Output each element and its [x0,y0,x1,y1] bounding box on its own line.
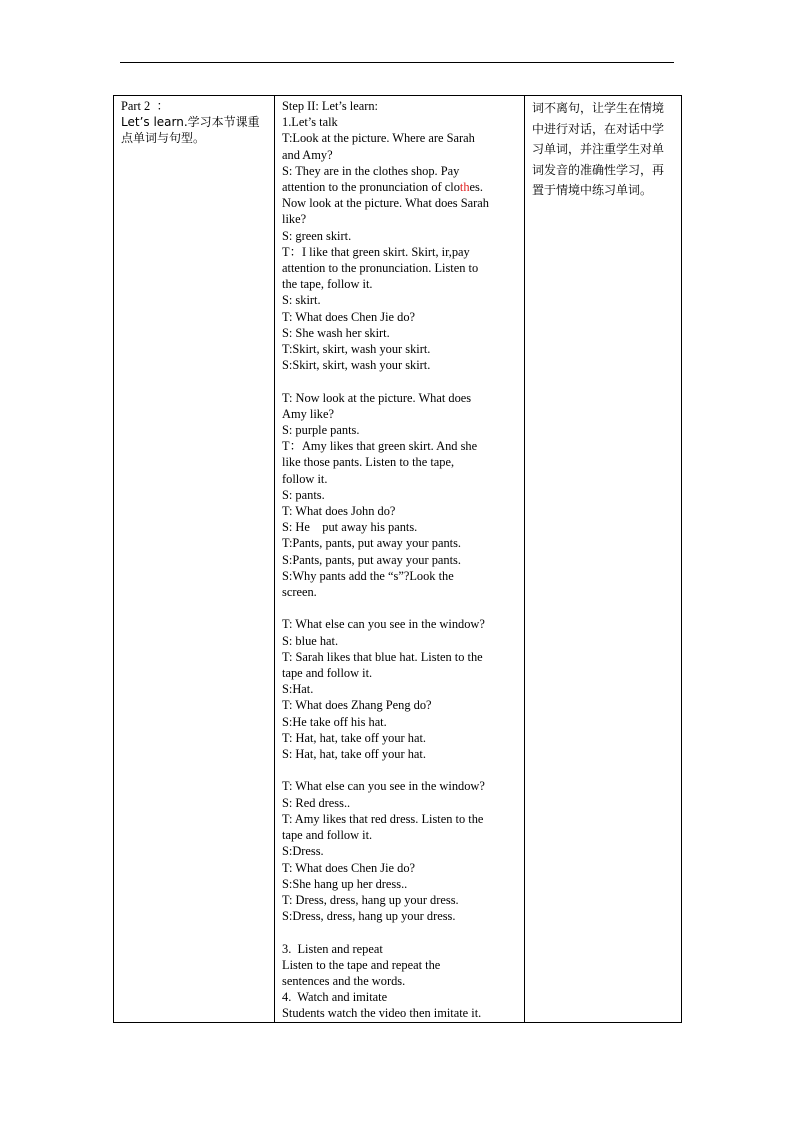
procedure-line: screen. [282,585,317,600]
procedure-line: Step II: Let’s learn: [282,99,378,113]
procedure-line: S: She wash her skirt. [282,325,390,340]
procedure-line: T:Pants, pants, put away your pants. [282,536,462,551]
procedure-line: S:Dress, dress, hang up your dress. [282,909,456,924]
procedure-line: S:Dress. [282,844,324,859]
procedure-line: 1.Let’s talk [282,115,338,130]
procedure-line [282,924,518,940]
procedure-line: Now look at the picture. What does Sarah [282,196,489,211]
procedure-line: like? [282,212,307,227]
procedure-line: T: Sarah likes that blue hat. Listen to the [282,649,483,664]
procedure-line: T:Look at the picture. Where are Sarah [282,131,475,146]
procedure-line: T: Now look at the picture. What does [282,390,472,405]
table-row [114,96,682,1023]
procedure-line: Amy like? [282,406,334,421]
line-segment: es. [469,180,483,195]
procedure-line: like those pants. Listen to the tape, [282,455,455,470]
procedure-line: S:She hang up her dress.. [282,876,408,891]
procedure-line [282,179,518,195]
procedure-line: T: What does Chen Jie do? [282,309,416,324]
procedure-line: S:Skirt, skirt, wash your skirt. [282,358,431,373]
procedure-line: sentences and the words. [282,973,406,988]
procedure-line: T: What does John do? [282,504,396,519]
highlighted-letters: th [459,180,470,195]
procedure-line: Listen to the tape and repeat the [282,957,441,972]
procedure-line: S: purple pants. [282,423,360,438]
procedure-line: S: Hat, hat, take off your hat. [282,747,426,762]
procedure-line: tape and follow it. [282,666,373,681]
procedure-line: T：I like that green skirt. Skirt, ir,pay [282,244,470,259]
procedure-line [282,762,518,778]
line-segment: attention to the pronunciation of clo [282,180,460,195]
procedure-line: T: Amy likes that red dress. Listen to the [282,811,484,826]
procedure-line: S: Red dress.. [282,795,351,810]
procedure-line: Students watch the video then imitate it. [282,1006,482,1021]
procedure-cell [275,96,525,1023]
part-cell [114,96,275,1023]
part-description: Let’s learn.学习本节课重点单词与句型。 [121,115,260,146]
procedure-line: tape and follow it. [282,828,373,843]
procedure-line: S:Hat. [282,682,314,697]
procedure-line [282,600,518,616]
lesson-table [113,95,682,1023]
purpose-cell [525,96,682,1023]
procedure-line: S: blue hat. [282,633,339,648]
procedure-line: T: What does Zhang Peng do? [282,698,432,713]
procedure-line: S: skirt. [282,293,321,308]
procedure-line: T: What else can you see in the window? [282,617,485,632]
procedure-line [282,373,518,389]
procedure-line: S: They are in the clothes shop. Pay [282,163,460,178]
procedure-line: T:Skirt, skirt, wash your skirt. [282,342,431,357]
procedure-line: S:Pants, pants, put away your pants. [282,552,461,567]
procedure-line: follow it. [282,471,328,486]
procedure-line: attention to the pronunciation. Listen to [282,261,479,276]
procedure-line: T: Dress, dress, hang up your dress. [282,892,459,907]
procedure-line: S: He put away his pants. [282,520,418,535]
procedure-line: T：Amy likes that green skirt. And she [282,439,478,454]
header-rule [120,62,674,63]
procedure-line: S:He take off his hat. [282,714,387,729]
procedure-line: and Amy? [282,147,333,162]
procedure-line: S: pants. [282,487,325,502]
procedure-line: the tape, follow it. [282,277,373,292]
procedure-line: T: Hat, hat, take off your hat. [282,730,427,745]
procedure-line: 4. Watch and imitate [282,990,388,1005]
procedure-line: S:Why pants add the “s”?Look the [282,568,454,583]
procedure-line: 3. Listen and repeat [282,941,383,956]
part-title: Part 2 ： [121,99,169,113]
procedure-line: T: What else can you see in the window? [282,779,485,794]
purpose-text: 词不离句，让学生在情境中进行对话，在对话中学习单词，并注重学生对单词发音的准确性学习，再置于情境中练习单词。 [532,101,665,197]
procedure-line: S: green skirt. [282,228,352,243]
procedure-line: T: What does Chen Jie do? [282,860,416,875]
